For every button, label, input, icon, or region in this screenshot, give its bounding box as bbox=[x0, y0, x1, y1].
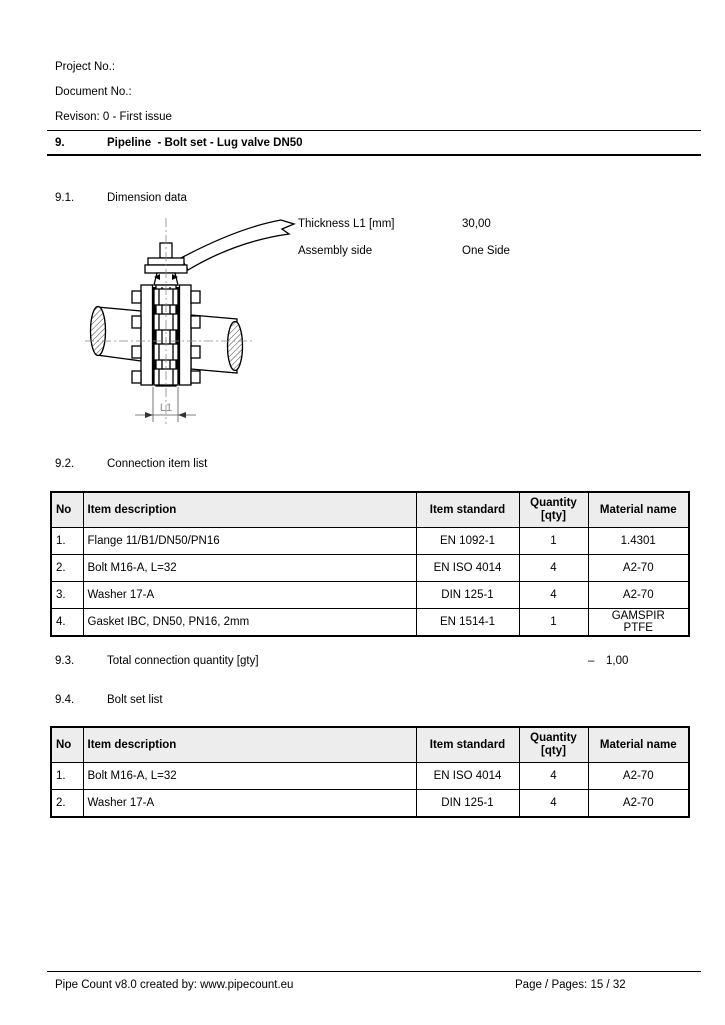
col-header-material: Material name bbox=[588, 727, 689, 763]
cell-no: 4. bbox=[51, 609, 83, 637]
table-row bbox=[51, 582, 689, 609]
cell-desc: Flange 11/B1/DN50/PN16 bbox=[83, 528, 416, 555]
table-header-row bbox=[51, 727, 689, 763]
cell-no: 2. bbox=[51, 790, 83, 818]
footer-divider bbox=[47, 971, 701, 972]
cell-standard: EN ISO 4014 bbox=[416, 555, 519, 582]
section-9-4-title: Bolt set list bbox=[107, 694, 163, 706]
section-divider-top bbox=[47, 130, 701, 131]
section-9-1-number: 9.1. bbox=[55, 192, 75, 204]
section-9-2-title: Connection item list bbox=[107, 458, 208, 470]
project-no-label: Project No.: bbox=[55, 61, 116, 73]
thickness-value: 30,00 bbox=[462, 218, 491, 230]
table-row bbox=[51, 763, 689, 790]
table-row bbox=[51, 528, 689, 555]
section-9-3-title: Total connection quantity [gty] bbox=[107, 655, 259, 667]
flange-left bbox=[141, 285, 153, 385]
footer-page-count: Page / Pages: 15 / 32 bbox=[515, 979, 626, 991]
table-row bbox=[51, 609, 689, 637]
section-divider-bottom bbox=[47, 154, 701, 156]
cell-qty: 4 bbox=[519, 555, 588, 582]
cell-no: 2. bbox=[51, 555, 83, 582]
section-9-1-title: Dimension data bbox=[107, 192, 187, 204]
valve-handle bbox=[181, 220, 294, 270]
cell-material: A2-70 bbox=[588, 555, 689, 582]
cell-material: 1.4301 bbox=[588, 528, 689, 555]
col-header-qty: Quantity [qty] bbox=[519, 727, 588, 763]
cell-standard: DIN 125-1 bbox=[416, 790, 519, 818]
cell-desc: Bolt M16-A, L=32 bbox=[83, 555, 416, 582]
cell-desc: Gasket IBC, DN50, PN16, 2mm bbox=[83, 609, 416, 637]
table-row bbox=[51, 790, 689, 818]
cell-desc: Bolt M16-A, L=32 bbox=[83, 763, 416, 790]
cell-qty: 4 bbox=[519, 582, 588, 609]
section-9-title: Pipeline - Bolt set - Lug valve DN50 bbox=[107, 137, 303, 149]
section-9-number: 9. bbox=[55, 137, 65, 149]
section-9-3-number: 9.3. bbox=[55, 655, 75, 667]
col-header-qty: Quantity [qty] bbox=[519, 492, 588, 528]
section-9-4-number: 9.4. bbox=[55, 694, 75, 706]
cell-no: 1. bbox=[51, 528, 83, 555]
cell-qty: 1 bbox=[519, 609, 588, 637]
cell-no: 3. bbox=[51, 582, 83, 609]
col-header-standard: Item standard bbox=[416, 727, 519, 763]
revision-label: Revison: 0 - First issue bbox=[55, 111, 172, 123]
cell-material: A2-70 bbox=[588, 763, 689, 790]
bolt-set-table bbox=[50, 726, 690, 818]
cell-material: A2-70 bbox=[588, 582, 689, 609]
thickness-label: Thickness L1 [mm] bbox=[298, 218, 395, 230]
footer-app-credit: Pipe Count v8.0 created by: www.pipecount.eu bbox=[55, 979, 294, 991]
cell-standard: EN ISO 4014 bbox=[416, 763, 519, 790]
cell-material: GAMSPIR PTFE bbox=[588, 609, 689, 637]
table-row bbox=[51, 555, 689, 582]
cell-desc: Washer 17-A bbox=[83, 790, 416, 818]
section-9-2-number: 9.2. bbox=[55, 458, 75, 470]
lug-valve-drawing bbox=[85, 212, 300, 432]
cell-standard: EN 1092-1 bbox=[416, 528, 519, 555]
col-header-material: Material name bbox=[588, 492, 689, 528]
dimension-l1 bbox=[135, 387, 196, 422]
col-header-no: No bbox=[51, 492, 83, 528]
col-header-desc: Item description bbox=[83, 492, 416, 528]
cell-qty: 4 bbox=[519, 790, 588, 818]
total-quantity-value: 1,00 bbox=[606, 655, 629, 667]
assembly-label: Assembly side bbox=[298, 245, 373, 257]
cell-desc: Washer 17-A bbox=[83, 582, 416, 609]
cell-standard: EN 1514-1 bbox=[416, 609, 519, 637]
cell-qty: 4 bbox=[519, 763, 588, 790]
cell-qty: 1 bbox=[519, 528, 588, 555]
assembly-value: One Side bbox=[462, 245, 510, 257]
cell-standard: DIN 125-1 bbox=[416, 582, 519, 609]
dimension-l1-label: L1 bbox=[159, 402, 173, 414]
col-header-standard: Item standard bbox=[416, 492, 519, 528]
flange-right bbox=[180, 285, 192, 385]
cell-no: 1. bbox=[51, 763, 83, 790]
col-header-no: No bbox=[51, 727, 83, 763]
cell-material: A2-70 bbox=[588, 790, 689, 818]
connection-item-table bbox=[50, 491, 690, 637]
document-no-label: Document No.: bbox=[55, 86, 132, 98]
total-quantity-dash: – bbox=[588, 655, 595, 667]
col-header-desc: Item description bbox=[83, 727, 416, 763]
table-header-row bbox=[51, 492, 689, 528]
